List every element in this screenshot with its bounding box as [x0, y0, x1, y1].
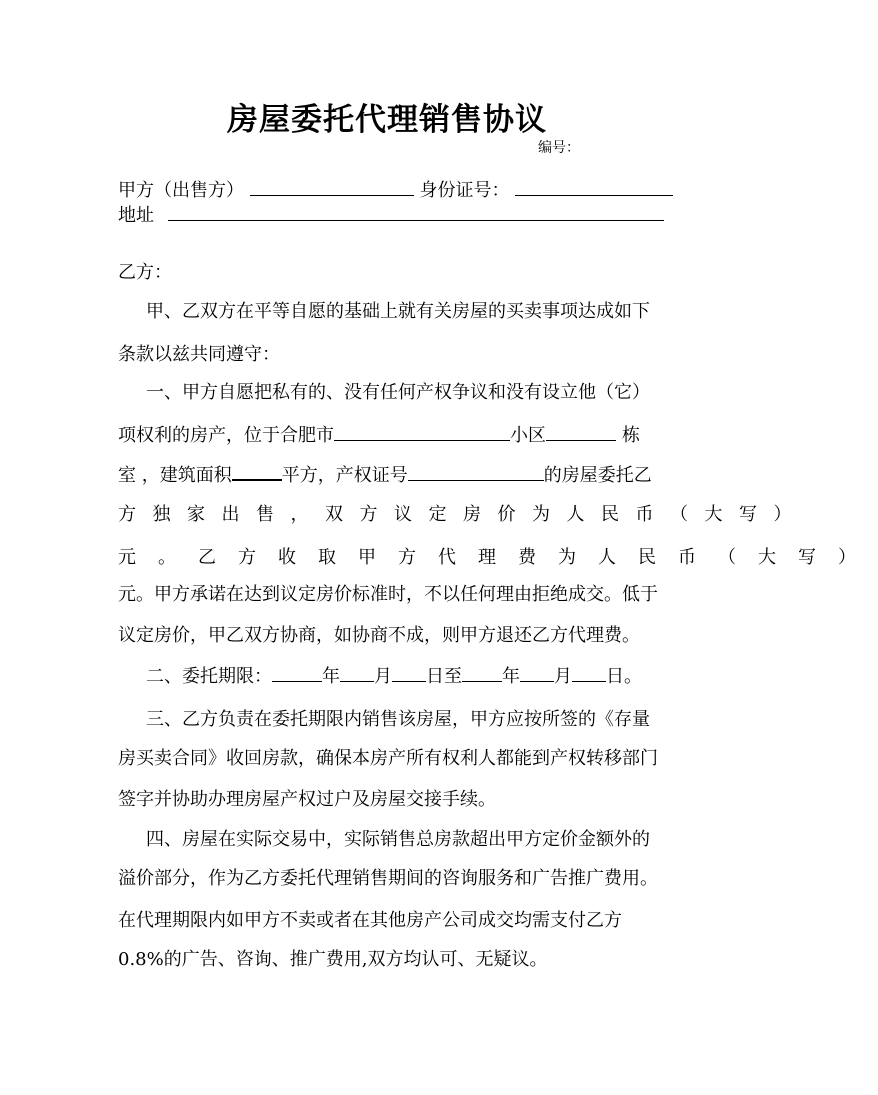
address-label: 地址	[118, 205, 154, 226]
start-month-blank[interactable]	[340, 665, 374, 682]
party-a-line	[118, 176, 673, 202]
start-day-blank[interactable]	[392, 665, 426, 682]
end-day-blank[interactable]	[572, 665, 606, 682]
end-month-label: 月	[554, 666, 572, 687]
document-title: 房屋委托代理销售协议	[227, 102, 547, 138]
area-blank[interactable]	[232, 463, 282, 481]
city-address-blank[interactable]	[334, 424, 510, 441]
start-day-label: 日至	[426, 666, 462, 687]
clause1-line-7: 议定房价，甲乙双方协商，如协商不成，则甲方退还乙方代理费。	[118, 625, 640, 646]
end-day-label: 日。	[606, 666, 642, 687]
clause1-line-4	[118, 500, 808, 526]
clause1-line-3	[118, 461, 658, 487]
clause2-line	[146, 662, 642, 688]
party-b-label: 乙方：	[118, 262, 172, 283]
end-month-blank[interactable]	[520, 665, 554, 682]
party-a-name-blank[interactable]	[250, 179, 414, 196]
start-month-label: 月	[374, 666, 392, 687]
end-year-blank[interactable]	[462, 665, 502, 682]
clause3-line-3: 签字并协助办理房屋产权过户及房屋交接手续。	[118, 789, 496, 810]
clause4-line-4: 0.8%的广告、咨询、推广费用,双方均认可、无疑议。	[118, 949, 548, 970]
clause1-location-text: 项权利的房产，位于合肥市	[118, 425, 334, 446]
clause3-line-2: 房买卖合同》收回房款，确保本房产所有权利人都能到产权转移部门	[118, 748, 658, 769]
id-number-blank[interactable]	[515, 179, 673, 196]
clause1-line-5	[118, 543, 878, 569]
building-blank[interactable]	[546, 424, 616, 441]
intro-line-2: 条款以兹共同遵守：	[118, 344, 280, 365]
address-blank[interactable]	[168, 204, 664, 221]
price-text: 方独家出售，双方议定房价为人民币（大写）	[118, 504, 808, 525]
intro-line-1: 甲、乙双方在平等自愿的基础上就有关房屋的买卖事项达成如下	[146, 301, 650, 322]
address-line	[118, 201, 664, 227]
community-label: 小区	[510, 425, 546, 446]
clause1-line-2	[118, 421, 658, 447]
term-label: 二、委托期限：	[146, 666, 272, 687]
id-number-label: 身份证号：	[419, 180, 510, 201]
clause4-line-1: 四、房屋在实际交易中，实际销售总房款超出甲方定价金额外的	[146, 829, 650, 850]
clause3-line-1: 三、乙方负责在委托期限内销售该房屋，甲方应按所签的《存量	[146, 709, 650, 730]
start-year-label: 年	[322, 666, 340, 687]
serial-number-label: 编号：	[538, 140, 580, 156]
clause1-entrust-text: 的房屋委托乙	[543, 465, 652, 486]
end-year-label: 年	[502, 666, 520, 687]
clause1-line-1: 一、甲方自愿把私有的、没有任何产权争议和没有设立他（它）	[146, 382, 650, 403]
building-label: 栋	[622, 425, 640, 446]
fee-text: 元。乙方收取甲方代理费为人民币（大写）	[118, 547, 878, 568]
clause1-line-6: 元。甲方承诺在达到议定房价标准时，不以任何理由拒绝成交。低于	[118, 584, 658, 605]
clause4-line-2: 溢价部分，作为乙方委托代理销售期间的咨询服务和广告推广费用。	[118, 868, 658, 889]
party-a-label: 甲方（出售方）	[118, 180, 244, 201]
clause4-line-3: 在代理期限内如甲方不卖或者在其他房产公司成交均需支付乙方	[118, 910, 622, 931]
certificate-label: 平方，产权证号	[281, 465, 408, 486]
area-label: 室 ，建筑面积	[118, 465, 232, 486]
certificate-blank[interactable]	[408, 464, 544, 481]
start-year-blank[interactable]	[272, 665, 322, 682]
